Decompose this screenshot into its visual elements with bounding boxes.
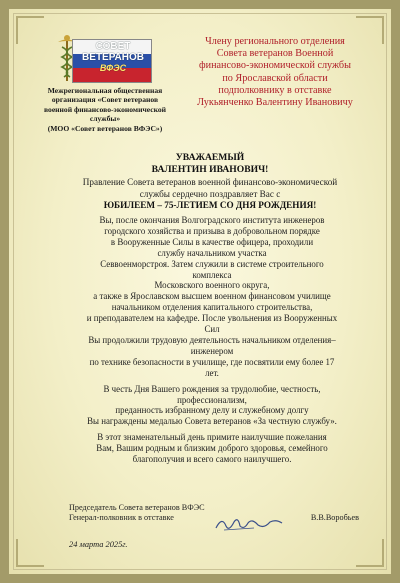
body-line: инженером [190, 345, 234, 356]
recipient-address [167, 36, 383, 109]
emblem-line: СОВЕТ [95, 41, 131, 52]
salutation-line: ВАЛЕНТИН ИВАНОВИЧ! [151, 164, 269, 175]
letter-body [71, 215, 353, 470]
body-line: профессионализм, [177, 394, 247, 405]
body-line: Вы продолжили трудовую деятельность начальником отделения– [88, 334, 336, 345]
emblem-line: ВФЭС [99, 63, 127, 73]
recipient-line: Совета ветеранов Военной [216, 48, 334, 60]
org-line: (МОО «Совет ветеранов ВФЭС») [47, 123, 163, 133]
org-line: военной финансово-экономической [43, 104, 167, 114]
body-paragraph [71, 432, 353, 465]
body-line: В честь Дня Вашего рождения за трудолюбие, честность, [103, 383, 321, 394]
org-line: службы» [89, 114, 121, 124]
body-line: комплекса [192, 269, 232, 280]
intro-line: службы сердечно поздравляет Вас с [139, 188, 281, 199]
frame-corner-ornament [16, 539, 44, 567]
letter-date: 24 марта 2025г. [69, 540, 128, 549]
jubilee-headline: ЮБИЛЕЕМ – 75-ЛЕТИЕМ СО ДНЯ РОЖДЕНИЯ! [103, 200, 317, 210]
body-paragraph [71, 384, 353, 428]
salutation [69, 152, 351, 176]
frame-corner-ornament [356, 539, 384, 567]
intro-line: Правление Совета ветеранов военной финансово-экономической [82, 177, 338, 187]
recipient-line: Члену регионального отделения [205, 36, 345, 47]
organization-emblem [56, 33, 152, 83]
signer-name: В.В.Воробьев [310, 513, 359, 522]
recipient-line: Лукьянченко Валентину Ивановичу [197, 97, 353, 109]
body-line: В этот знаменательный день примите наилучшие пожелания [97, 432, 327, 443]
signer-title: Председатель Совета ветеранов ВФЭС [69, 503, 205, 512]
body-line: службу начальником участка [157, 247, 267, 258]
body-line: благополучия и всего самого наилучшего. [132, 454, 292, 465]
recipient-line: финансово-экономической службы [199, 60, 351, 72]
body-line: Вы награждены медалью Совета ветеранов «За честную службу». [87, 416, 337, 427]
body-line: преданность избранному делу и служебному долгу [115, 405, 309, 416]
emblem-line: ВЕТЕРАНОВ [82, 52, 144, 63]
body-line: Вам, Вашим родным и близким доброго здоровья, семейного [96, 443, 328, 454]
org-line: организация «Совет ветеранов [51, 95, 159, 105]
recipient-line: по Ярославской области [222, 72, 328, 84]
body-line: Вы, после окончания Волгоградского института инженеров [99, 215, 325, 225]
recipient-line: подполковнику в отставке [218, 84, 332, 96]
salutation-line: УВАЖАЕМЫЙ [175, 152, 245, 163]
body-paragraph [71, 215, 353, 379]
body-line: Сил [204, 324, 220, 335]
body-line: Московского военного округа, [154, 280, 270, 291]
body-line: лет. [205, 367, 219, 378]
handwritten-signature [214, 514, 284, 534]
body-line: в Вооруженные Силы в качестве офицера, проходили [110, 236, 314, 247]
body-line: и преподавателем на кафедре. После увольнения из Вооруженных [86, 313, 338, 324]
org-line: Межрегиональная общественная [47, 86, 163, 95]
emblem-text [78, 41, 148, 74]
body-line: Севвоенморстроя. Затем служили в системе строительного [100, 258, 324, 269]
organization-name [41, 86, 169, 133]
body-line: по технике безопасности в училище, где посвятили ему более 17 [89, 356, 335, 367]
intro-paragraph [69, 177, 351, 212]
body-line: городского хозяйства и призыва в добровольном порядке [104, 225, 320, 236]
body-line: начальником отделения капитального строительства, [111, 302, 313, 313]
body-line: а также в Ярославском высшем военном финансовом училище [93, 291, 331, 302]
signer-rank: Генерал-полковник в отставке [69, 513, 174, 522]
frame-corner-ornament [16, 16, 44, 44]
